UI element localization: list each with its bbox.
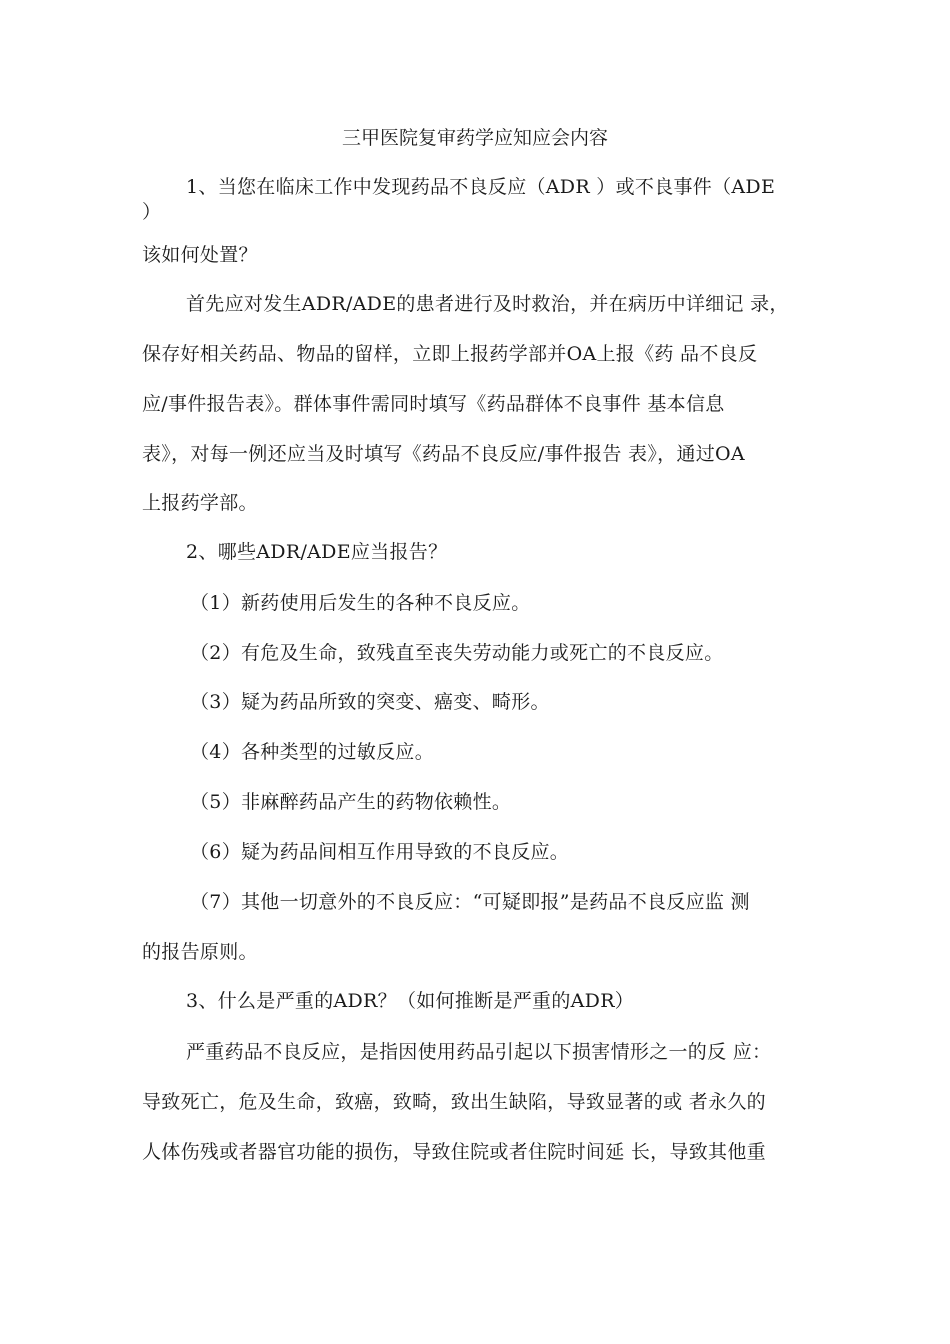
answer-1-line-1: 首先应对发生ADR/ADE的患者进行及时救治，并在病历中详细记 录， [186,293,789,315]
question-1-line-2: ） [142,201,162,223]
question-1-line-3: 该如何处置？ [142,244,258,266]
list-item: （6）疑为药品间相互作用导致的不良反应。 [190,841,570,863]
list-item: （3）疑为药品所致的突变、癌变、畸形。 [190,691,550,713]
answer-3-line-3: 人体伤残或者器官功能的损伤，导致住院或者住院时间延 长，导致其他重 [142,1141,766,1163]
answer-1-line-2: 保存好相关药品、物品的留样，立即上报药学部并OA上报《药 品不良反 [142,343,758,365]
answer-1-line-5: 上报药学部。 [142,492,258,514]
list-item: （5）非麻醉药品产生的药物依赖性。 [190,791,512,813]
answer-3-line-2: 导致死亡，危及生命，致癌，致畸，致出生缺陷，导致显著的或 者永久的 [142,1091,766,1113]
list-item-continuation: 的报告原则。 [142,941,258,963]
question-1-line-1: 1、当您在临床工作中发现药品不良反应（ADR ）或不良事件（ADE [186,176,776,198]
question-2: 2、哪些ADR/ADE应当报告？ [186,541,448,563]
list-item: （7）其他一切意外的不良反应：“可疑即报”是药品不良反应监 测 [190,891,750,913]
answer-3-line-1: 严重药品不良反应，是指因使用药品引起以下损害情形之一的反 应： [186,1041,772,1063]
list-item: （2）有危及生命，致残直至丧失劳动能力或死亡的不良反应。 [190,642,724,664]
answer-1-line-4: 表》，对每一例还应当及时填写《药品不良反应/事件报告 表》，通过OA [142,443,745,465]
list-item: （4）各种类型的过敏反应。 [190,741,434,763]
question-3: 3、什么是严重的ADR？（如何推断是严重的ADR） [186,990,635,1012]
answer-1-line-3: 应/事件报告表》。群体事件需同时填写《药品群体不良事件 基本信息 [142,393,725,415]
document-title: 三甲医院复审药学应知应会内容 [341,127,608,149]
list-item: （1）新药使用后发生的各种不良反应。 [190,592,531,614]
